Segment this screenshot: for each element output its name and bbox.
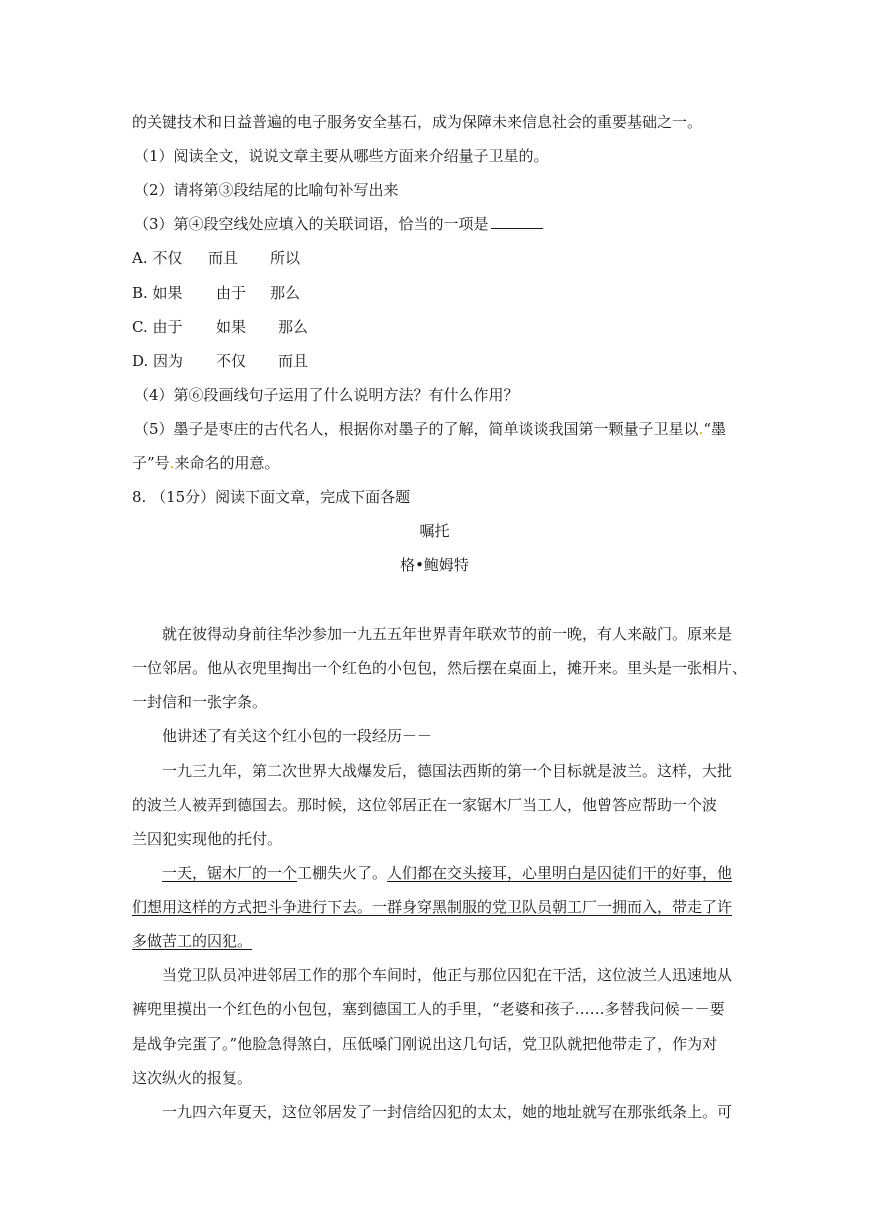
question-3 (134, 214, 543, 234)
question-5-text-b: 子”号 (132, 454, 170, 472)
paragraph-line: 一位邻居。他从衣兜里掏出一个红色的小包包，然后摆在桌面上，摊开来。里头是一张相片、 (132, 659, 748, 677)
option-a (132, 248, 300, 268)
paragraph-line: 一九四六年夏天，这位邻居发了一封信给囚犯的太太，她的地址就写在那张纸条上。可 (162, 1103, 733, 1121)
plain-text: 工棚失火了。 (297, 864, 388, 882)
paragraph-line: 兰囚犯实现他的托付。 (132, 830, 283, 848)
question-5-line1 (134, 419, 726, 439)
underlined-text: 多做苦工的囚犯。 (132, 932, 253, 950)
underlined-text: 们想用这样的方式把斗争进行下去。一群身穿黑制服的党卫队员朝工厂一拥而入，带走了许 (132, 898, 733, 916)
option-b (132, 283, 300, 303)
paragraph-line: 一九三九年，第二次世界大战爆发后，德国法西斯的第一个目标就是波兰。这样，大批 (162, 762, 733, 780)
mark-dot: . (698, 420, 704, 438)
question-3-text: （3）第④段空线处应填入的关联词语，恰当的一项是 (134, 215, 489, 233)
option-c-1: C. 由于 (132, 318, 183, 336)
paragraph-line: 裤兜里摸出一个红色的小包包，塞到德国工人的手里，“老婆和孩子……多替我问候－－要 (132, 1000, 725, 1018)
question-5-line2 (132, 453, 279, 473)
option-c (132, 317, 308, 337)
article-author: 格•鲍姆特 (400, 556, 469, 574)
paragraph-line: 他讲述了有关这个红小包的一段经历－－ (162, 727, 433, 745)
paragraph-line: 的波兰人被弄到德国去。那时候，这位邻居正在一家锯木厂当工人，他曾答应帮助一个波 (132, 796, 718, 814)
paragraph-line: 就在彼得动身前往华沙参加一九五五年世界青年联欢节的前一晚，有人来敲门。原来是 (162, 625, 733, 643)
option-a-3: 所以 (270, 249, 301, 267)
paragraph-line: 这次纵火的报复。 (132, 1069, 253, 1087)
question-4: （4）第⑥段画线句子运用了什么说明方法？有什么作用？ (134, 386, 519, 404)
paragraph-line: 是战争完蛋了。”他脸急得煞白，压低嗓门刚说出这几句话，党卫队就把他带走了，作为对 (132, 1035, 718, 1053)
question-8: 8. （15分）阅读下面文章，完成下面各题 (132, 488, 411, 506)
underlined-sentence-line (162, 863, 732, 883)
paragraph-line: 一封信和一张字条。 (132, 693, 268, 711)
option-c-2: 如果 (216, 318, 247, 336)
paragraph-line: 当党卫队员冲进邻居工作的那个车间时，他正与那位囚犯在干活，这位波兰人迅速地从 (162, 966, 733, 984)
question-5-text-a-end: “墨 (703, 420, 727, 438)
underlined-text: 一天，锯木厂的一个 (162, 864, 298, 882)
option-d-2: 不仅 (216, 352, 247, 370)
option-d-3: 而且 (278, 352, 309, 370)
option-b-2: 由于 (216, 284, 247, 302)
option-d-1: D. 因为 (132, 352, 184, 370)
answer-blank (491, 214, 543, 229)
option-b-1: B. 如果 (132, 284, 183, 302)
question-1: （1）阅读全文，说说文章主要从哪些方面来介绍量子卫星的。 (134, 147, 549, 165)
question-2: （2）请将第③段结尾的比喻句补写出来 (134, 181, 399, 199)
underlined-text: 人们都在交头接耳，心里明白是囚徒们干的好事，他 (387, 864, 733, 882)
option-c-3: 那么 (278, 318, 309, 336)
text-line: 的关键技术和日益普遍的电子服务安全基石，成为保障未来信息社会的重要基础之一。 (132, 113, 703, 131)
underlined-sentence-line (132, 931, 252, 951)
article-title: 嘱托 (419, 522, 450, 540)
option-b-3: 那么 (270, 284, 301, 302)
option-a-1: A. 不仅 (132, 249, 183, 267)
mark-dot: . (169, 454, 175, 472)
option-d (132, 351, 308, 371)
option-a-2: 而且 (208, 249, 239, 267)
question-5-text-a: （5）墨子是枣庄的古代名人，根据你对墨子的了解，简单谈谈我国第一颗量子卫星以 (134, 420, 699, 438)
question-5-text-b-end: 来命名的用意。 (174, 454, 280, 472)
underlined-sentence-line (132, 897, 732, 917)
